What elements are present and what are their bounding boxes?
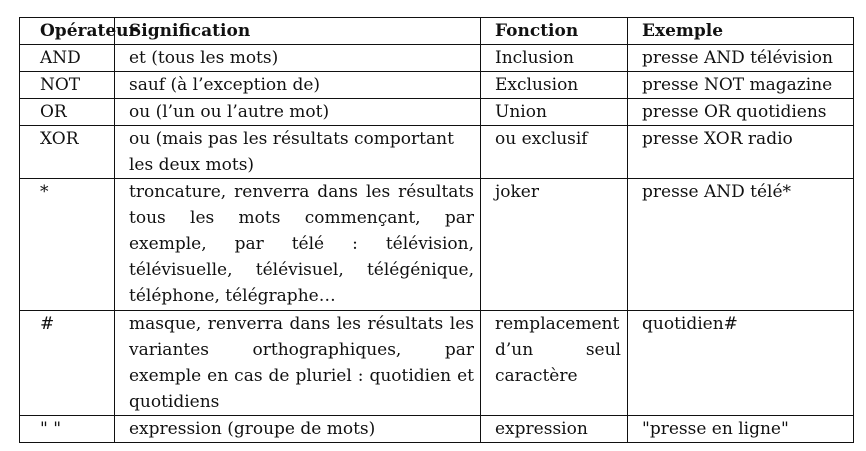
table-row — [20, 416, 854, 443]
operators-table — [19, 17, 854, 443]
function-cell: remplacement d’un seul caractère — [481, 311, 628, 416]
operator-cell: # — [20, 311, 115, 416]
example-cell: presse OR quotidiens — [628, 99, 854, 126]
table-row — [20, 126, 854, 179]
function-cell: expression — [481, 416, 628, 443]
example-cell: presse NOT magazine — [628, 72, 854, 99]
meaning-cell: sauf (à l’exception de) — [115, 72, 481, 99]
meaning-cell: ou (mais pas les résultats comportant les deux mots) — [115, 126, 481, 179]
function-cell: Exclusion — [481, 72, 628, 99]
meaning-cell: troncature, renverra dans les résultats tous les mots commençant, par exemple, par télé : télévision, télévisuelle, télévisuel, télégénique, téléphone, télégraphe… — [115, 179, 481, 311]
table-row — [20, 179, 854, 311]
header-example: Exemple — [628, 18, 854, 45]
table-row — [20, 99, 854, 126]
example-cell: "presse en ligne" — [628, 416, 854, 443]
operator-cell: " " — [20, 416, 115, 443]
meaning-cell: expression (groupe de mots) — [115, 416, 481, 443]
table-row — [20, 311, 854, 416]
function-cell: joker — [481, 179, 628, 311]
meaning-cell: et (tous les mots) — [115, 45, 481, 72]
operator-cell: * — [20, 179, 115, 311]
meaning-cell: ou (l’un ou l’autre mot) — [115, 99, 481, 126]
function-cell: Inclusion — [481, 45, 628, 72]
operator-cell: AND — [20, 45, 115, 72]
operator-cell: XOR — [20, 126, 115, 179]
header-meaning: Signification — [115, 18, 481, 45]
example-cell: presse AND télévision — [628, 45, 854, 72]
header-operator: Opérateur — [20, 18, 115, 45]
example-cell: quotidien# — [628, 311, 854, 416]
operator-cell: OR — [20, 99, 115, 126]
table-row — [20, 72, 854, 99]
operator-cell: NOT — [20, 72, 115, 99]
header-function: Fonction — [481, 18, 628, 45]
example-cell: presse AND télé* — [628, 179, 854, 311]
table-row — [20, 45, 854, 72]
function-cell: Union — [481, 99, 628, 126]
meaning-cell: masque, renverra dans les résultats les variantes orthographiques, par exemple en cas de pluriel : quotidien et quotidiens — [115, 311, 481, 416]
example-cell: presse XOR radio — [628, 126, 854, 179]
function-cell: ou exclusif — [481, 126, 628, 179]
header-row — [20, 18, 854, 45]
